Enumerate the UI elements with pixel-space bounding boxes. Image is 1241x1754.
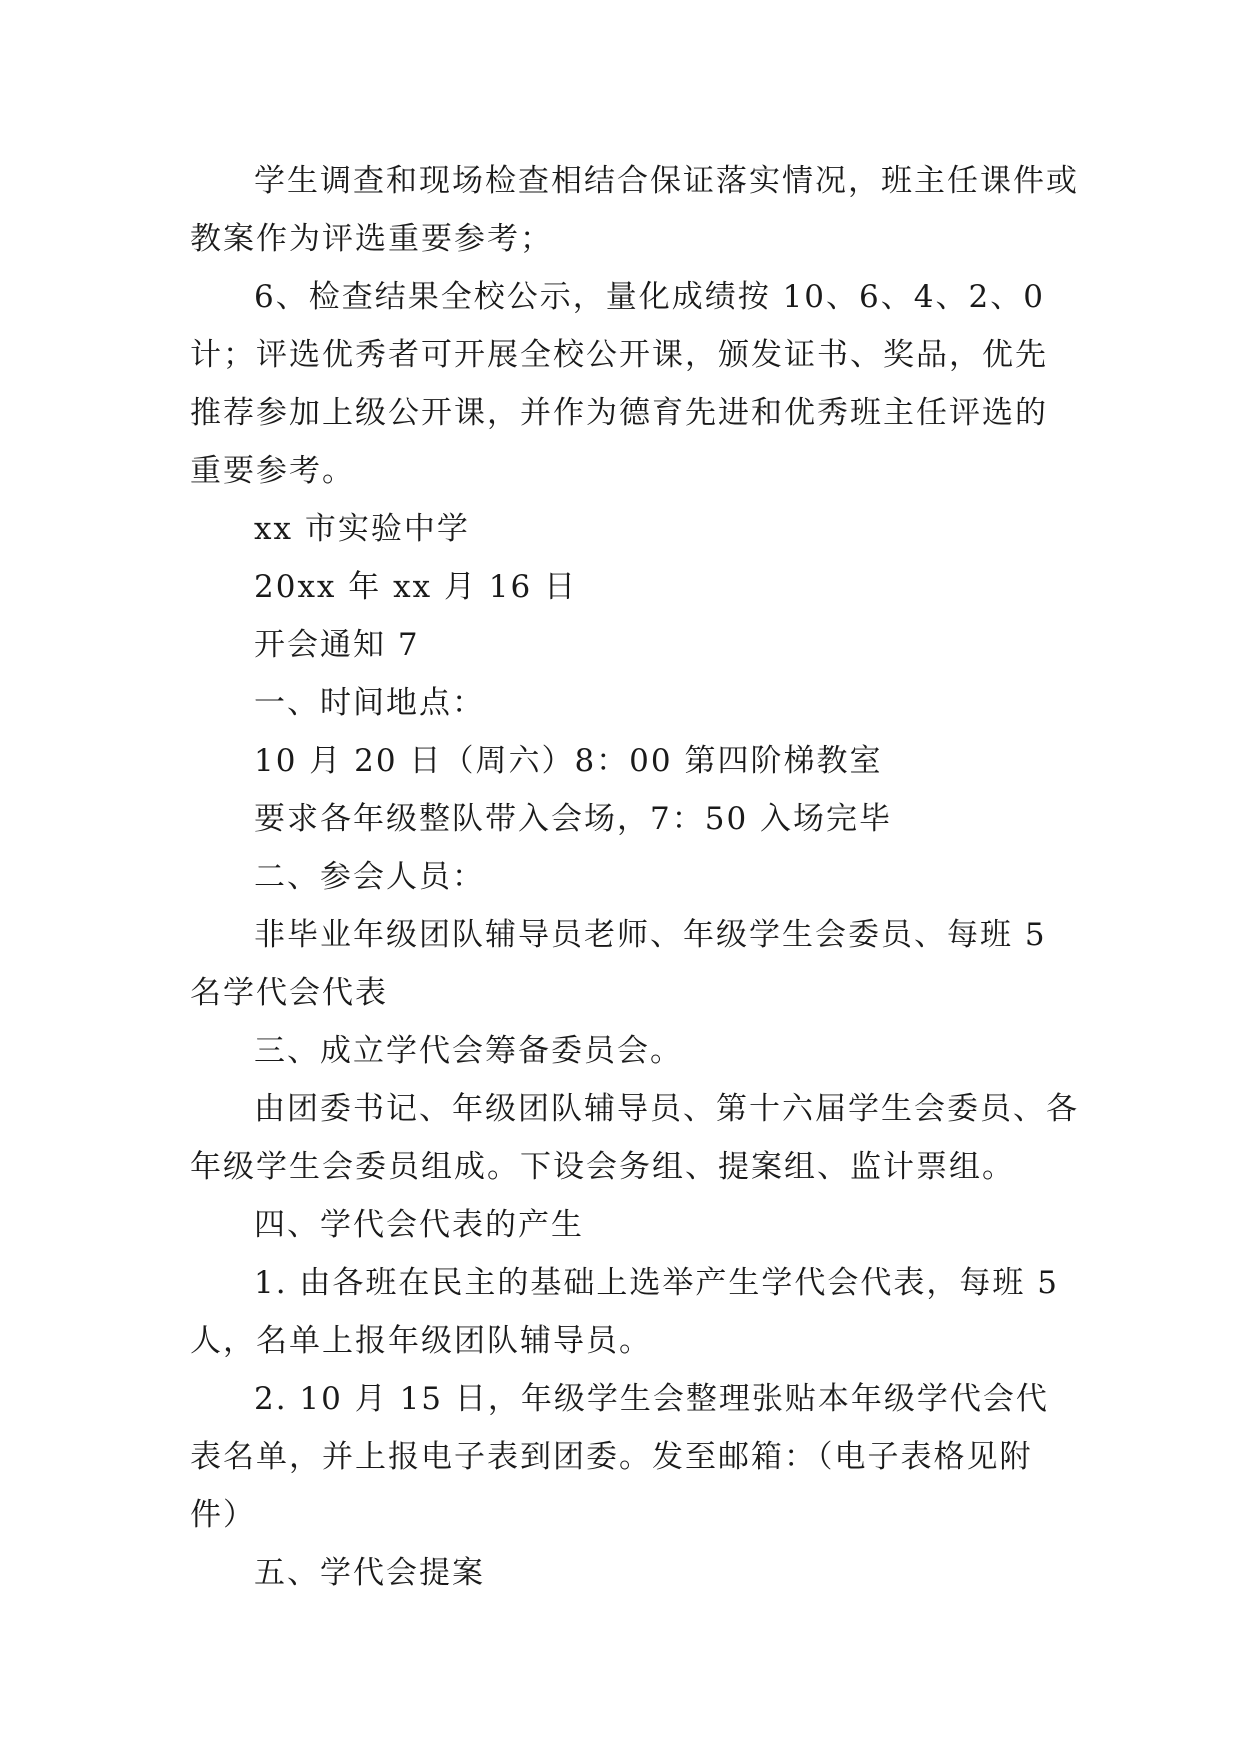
paragraph: 6、检查结果全校公示，量化成绩按 10、6、4、2、0 计；评选优秀者可开展全校公开课，颁发证书、奖品，优先推荐参加上级公开课，并作为德育先进和优秀班主任评选的重要参考。 bbox=[190, 279, 1048, 489]
section-heading: 三、成立学代会筹备委员会。 bbox=[254, 1033, 683, 1069]
section-heading: 五、学代会提案 bbox=[254, 1555, 485, 1591]
section-heading: 一、时间地点： bbox=[254, 685, 485, 721]
paragraph: 由团委书记、年级团队辅导员、第十六届学生会委员、各年级学生会委员组成。下设会务组、提案组、监计票组。 bbox=[190, 1091, 1079, 1185]
school-name: xx 市实验中学 bbox=[254, 511, 470, 547]
paragraph: 10 月 20 日（周六）8：00 第四阶梯教室 bbox=[254, 743, 883, 779]
document-body bbox=[190, 152, 1080, 1602]
section-heading: 二、参会人员： bbox=[254, 859, 485, 895]
paragraph: 要求各年级整队带入会场，7：50 入场完毕 bbox=[254, 801, 893, 837]
paragraph: 非毕业年级团队辅导员老师、年级学生会委员、每班 5 名学代会代表 bbox=[190, 917, 1047, 1011]
paragraph: 学生调查和现场检查相结合保证落实情况，班主任课件或教案作为评选重要参考； bbox=[190, 163, 1079, 257]
list-item: 1. 由各班在民主的基础上选举产生学代会代表，每班 5 人，名单上报年级团队辅导员。 bbox=[190, 1265, 1060, 1359]
list-item: 2. 10 月 15 日，年级学生会整理张贴本年级学代会代表名单，并上报电子表到团委。发至邮箱：（电子表格见附件） bbox=[190, 1381, 1049, 1533]
document-date: 20xx 年 xx 月 16 日 bbox=[254, 569, 578, 605]
section-heading: 四、学代会代表的产生 bbox=[254, 1207, 584, 1243]
notice-title: 开会通知 7 bbox=[254, 627, 420, 663]
